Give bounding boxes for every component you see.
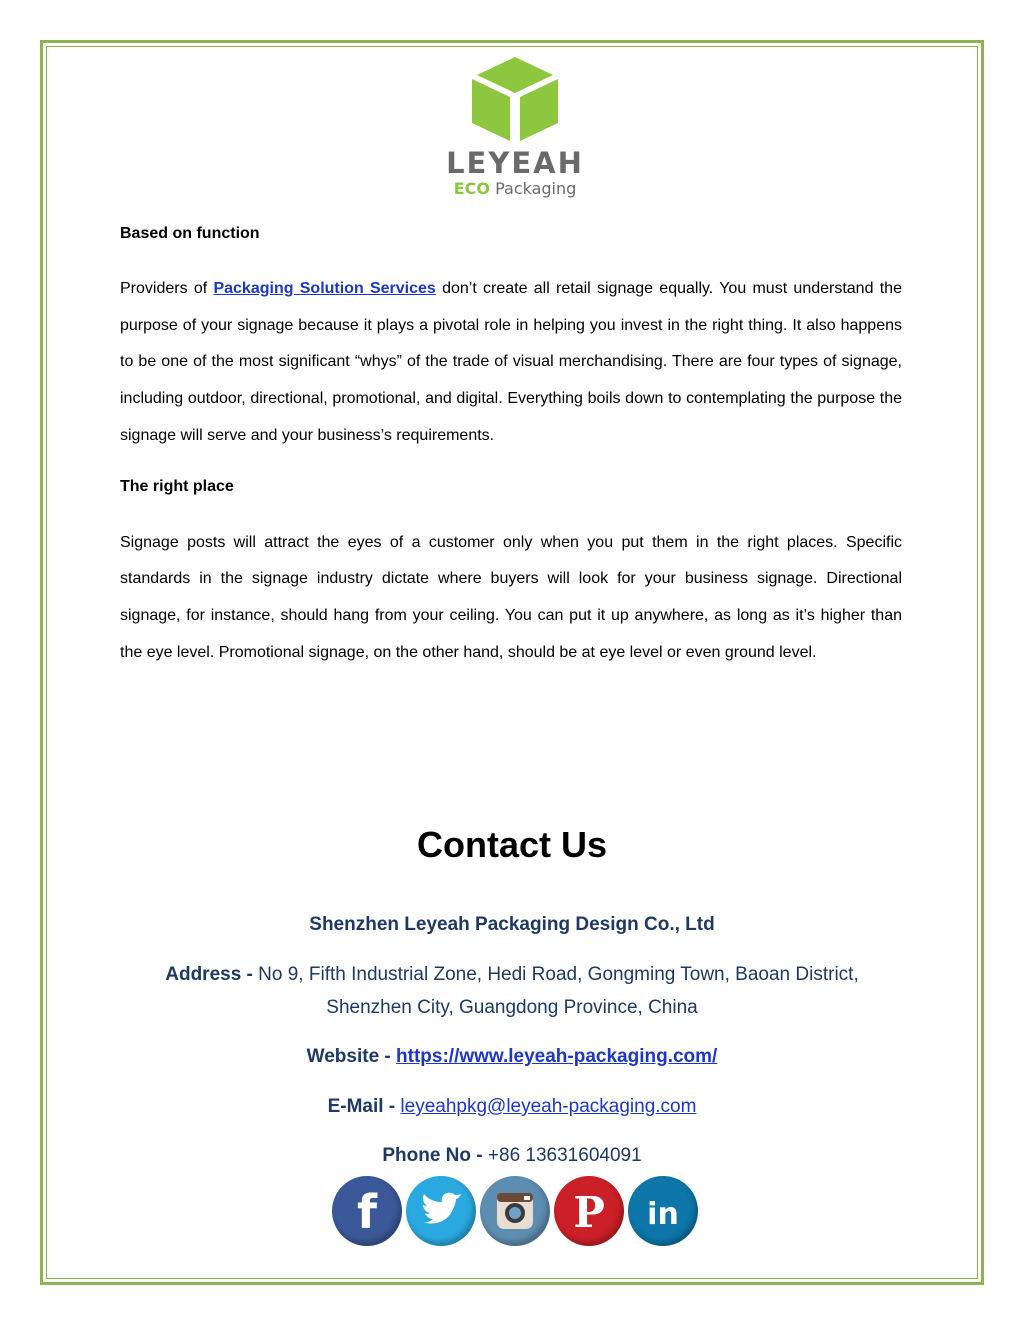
cube-logo-icon xyxy=(440,55,590,145)
linkedin-icon[interactable] xyxy=(628,1176,698,1246)
article-body xyxy=(120,220,902,671)
tagline-eco: ECO xyxy=(453,179,490,198)
address-line-2: Shenzhen City, Guangdong Province, China xyxy=(326,997,698,1018)
website-row xyxy=(46,1042,978,1072)
svg-text:in: in xyxy=(647,1197,679,1232)
phone-number: +86 13631604091 xyxy=(487,1145,642,1166)
contact-title: Contact Us xyxy=(416,824,608,865)
social-icons xyxy=(332,1176,702,1250)
twitter-icon[interactable] xyxy=(406,1176,476,1246)
section-heading: Based on function xyxy=(120,225,260,242)
section-heading: The right place xyxy=(120,477,234,495)
section-paragraph: Signage posts will attract the eyes of a customer only when you put them in the right places. Specific standards in the signage industry dictate where buyers will look for your business signage. Directional signage, for instance, should hang from your ceiling. You can put it up anywhere, as long as it’s higher than the eye level. Promotional signage, on the other hand, should be at eye level or even ground level. xyxy=(120,533,902,661)
pinterest-icon[interactable] xyxy=(554,1176,624,1246)
address-line-1: No 9, Fifth Industrial Zone, Hedi Road, Gongming Town, Baoan District, xyxy=(258,964,859,985)
svg-text:f: f xyxy=(356,1185,378,1239)
section-paragraph xyxy=(120,271,902,455)
email-label: E-Mail - xyxy=(327,1096,396,1117)
website-link[interactable]: https://www.leyeah-packaging.com/ xyxy=(396,1046,718,1067)
packaging-solution-services-link[interactable]: Packaging Solution Services xyxy=(213,280,436,297)
brand-name: LEYEAH xyxy=(446,146,584,180)
phone-row xyxy=(46,1141,978,1171)
address-block xyxy=(46,958,978,1024)
brand-tagline xyxy=(440,179,590,199)
instagram-icon[interactable] xyxy=(480,1176,550,1246)
phone-label: Phone No - xyxy=(382,1145,483,1166)
address-label: Address - xyxy=(165,964,253,985)
company-name: Shenzhen Leyeah Packaging Design Co., Ltd xyxy=(309,914,715,935)
paragraph-intro: Providers of xyxy=(120,280,208,297)
tagline-packaging: Packaging xyxy=(495,179,577,198)
website-label: Website - xyxy=(306,1046,391,1067)
email-row xyxy=(46,1092,978,1122)
leyeah-logo xyxy=(440,55,590,205)
facebook-icon[interactable] xyxy=(332,1176,402,1246)
paragraph-text: don’t create all retail signage equally. You must understand the purpose of your signage because it plays a pivotal role in helping you invest in the right thing. It also happens to be one of the most significant “whys” of the trade of visual merchandising. There are four types of signage, including outdoor, directional, promotional, and digital. Everything boils down to contemplating the purpose the signage will serve and your business’s requirements. xyxy=(120,280,902,444)
svg-text:P: P xyxy=(573,1188,605,1237)
email-link[interactable]: leyeahpkg@leyeah-packaging.com xyxy=(400,1096,697,1117)
